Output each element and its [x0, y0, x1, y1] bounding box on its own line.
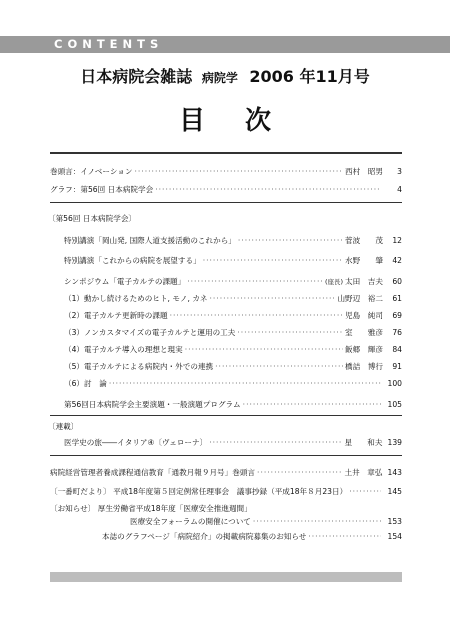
entry-author: 水野 肇: [345, 256, 383, 265]
entry-label: 特別講演「岡山発, 国際人道支援活動のこれから」: [64, 236, 236, 245]
toc-entry[interactable]: [102, 531, 402, 542]
entry-label: 〔お知らせ〕 厚生労働省平成18年度「医療安全推進週間」: [50, 504, 252, 513]
contents-label: CONTENTS: [54, 37, 164, 51]
entry-label: 本誌のグラフページ「病院紹介」の掲載病院募集のお知らせ: [102, 532, 307, 541]
entry-label: （3）ノンカスタマイズの電子カルテと運用の工夫: [64, 328, 236, 337]
entry-page: 143: [387, 468, 402, 477]
leader-dots: [308, 531, 380, 542]
entry-author: 橋詰 博行: [345, 362, 383, 371]
entry-author: 太田 吉夫: [345, 277, 383, 286]
entry-label: （5）電子カルテによる病院内・外での連携: [64, 362, 214, 371]
entry-page: 91: [392, 362, 402, 371]
entry-label: 第56回日本病院学会主要演題・一般演題プログラム: [64, 400, 241, 409]
entry-author: 室 雅彦: [345, 328, 383, 337]
entry-page: 4: [397, 185, 402, 194]
entry-label: （1）動かし続けるためのヒト, モノ, カネ: [64, 294, 208, 303]
toc-entry[interactable]: [50, 184, 402, 195]
entry-page: 3: [397, 167, 402, 176]
toc-entry[interactable]: [64, 293, 402, 304]
entry-author: 星 和夫: [344, 438, 383, 447]
entry-page: 60: [392, 277, 402, 286]
entry-label: 医学史の旅――イタリア④〔ヴェローナ〕: [64, 438, 208, 447]
entry-page: 154: [387, 532, 402, 541]
entry-page: 12: [392, 236, 402, 245]
toc-entry[interactable]: [64, 378, 402, 389]
entry-label: 〔一番町だより〕 平成18年度第５回定例常任理事会 議事抄録（平成18年８月23日）: [50, 487, 348, 496]
entry-label: 医療安全フォーラムの開催について: [130, 517, 251, 526]
entry-page: 105: [387, 400, 402, 409]
toc-entry[interactable]: [64, 327, 402, 338]
entry-author: 西村 昭男: [345, 167, 383, 176]
leader-dots: [134, 166, 343, 177]
toc-entry[interactable]: [64, 399, 402, 410]
entry-label: シンポジウム「電子カルテの課題」: [64, 277, 186, 286]
entry-label: 特別講演「これからの病院を展望する」: [64, 256, 201, 265]
leader-dots: [210, 293, 336, 304]
divider: [50, 455, 402, 456]
leader-dots: [257, 467, 343, 478]
section-heading: 〔連載〕: [48, 422, 79, 431]
entry-author: 児島 純司: [345, 311, 383, 320]
entry-page: 69: [392, 311, 402, 320]
page-title: 目次: [178, 106, 311, 136]
entry-label: グラフ：第56回 日本病院学会: [50, 185, 154, 194]
toc-entry[interactable]: [64, 437, 402, 448]
toc-entry[interactable]: [50, 166, 402, 177]
entry-page: 153: [387, 517, 402, 526]
divider: [50, 415, 402, 416]
toc-entry[interactable]: [64, 361, 402, 372]
entry-page: 100: [387, 379, 402, 388]
entry-label: 病院経営管理者養成課程通信教育「通教月報９月号」巻頭言: [50, 468, 256, 477]
leader-dots: [349, 486, 380, 497]
leader-dots: [155, 184, 381, 195]
journal-subtitle: 病院学: [201, 71, 238, 85]
entry-page: 139: [387, 438, 402, 447]
journal-heading: [0, 64, 450, 87]
entry-author: 飯郷 輝彦: [345, 345, 383, 354]
section-heading: 〔第56回 日本病院学会〕: [48, 214, 137, 223]
entry-label: 巻頭言：イノベーション: [50, 167, 133, 176]
entry-label: （4）電子カルテ導入の理想と現実: [64, 345, 183, 354]
journal-issue: 2006 年11月号: [249, 67, 370, 86]
leader-dots: [238, 235, 343, 246]
entry-author: 土井 章弘: [344, 468, 383, 477]
toc-entry[interactable]: [50, 467, 402, 478]
toc-entry[interactable]: [64, 276, 402, 287]
divider: [50, 202, 402, 203]
entry-role: (座長): [324, 278, 344, 286]
entry-label: （6）討 論: [64, 379, 107, 388]
entry-page: 42: [392, 256, 402, 265]
entry-label: （2）電子カルテ更新時の課題: [64, 311, 168, 320]
entry-author: 山野辺 裕二: [337, 294, 383, 303]
leader-dots: [187, 276, 323, 287]
toc-entry[interactable]: [50, 503, 402, 514]
entry-page: 76: [392, 328, 402, 337]
divider-top: [50, 152, 402, 154]
toc-entry[interactable]: [64, 310, 402, 321]
leader-dots: [170, 310, 343, 321]
leader-dots: [109, 378, 381, 389]
toc-entry[interactable]: [130, 516, 402, 527]
leader-dots: [253, 516, 381, 527]
toc-entry[interactable]: [50, 486, 402, 497]
leader-dots: [203, 255, 343, 266]
entry-page: 61: [392, 294, 402, 303]
leader-dots: [243, 399, 381, 410]
bottom-bar: [50, 572, 402, 582]
toc-entry[interactable]: [64, 255, 402, 266]
leader-dots: [209, 437, 342, 448]
toc-entry[interactable]: [64, 235, 402, 246]
toc-entry[interactable]: [64, 344, 402, 355]
entry-page: 84: [392, 345, 402, 354]
leader-dots: [215, 361, 343, 372]
entry-page: 145: [387, 487, 402, 496]
journal-name: 日本病院会雑誌: [80, 67, 193, 86]
leader-dots: [185, 344, 343, 355]
entry-author: 菅波 茂: [345, 236, 383, 245]
leader-dots: [237, 327, 343, 338]
